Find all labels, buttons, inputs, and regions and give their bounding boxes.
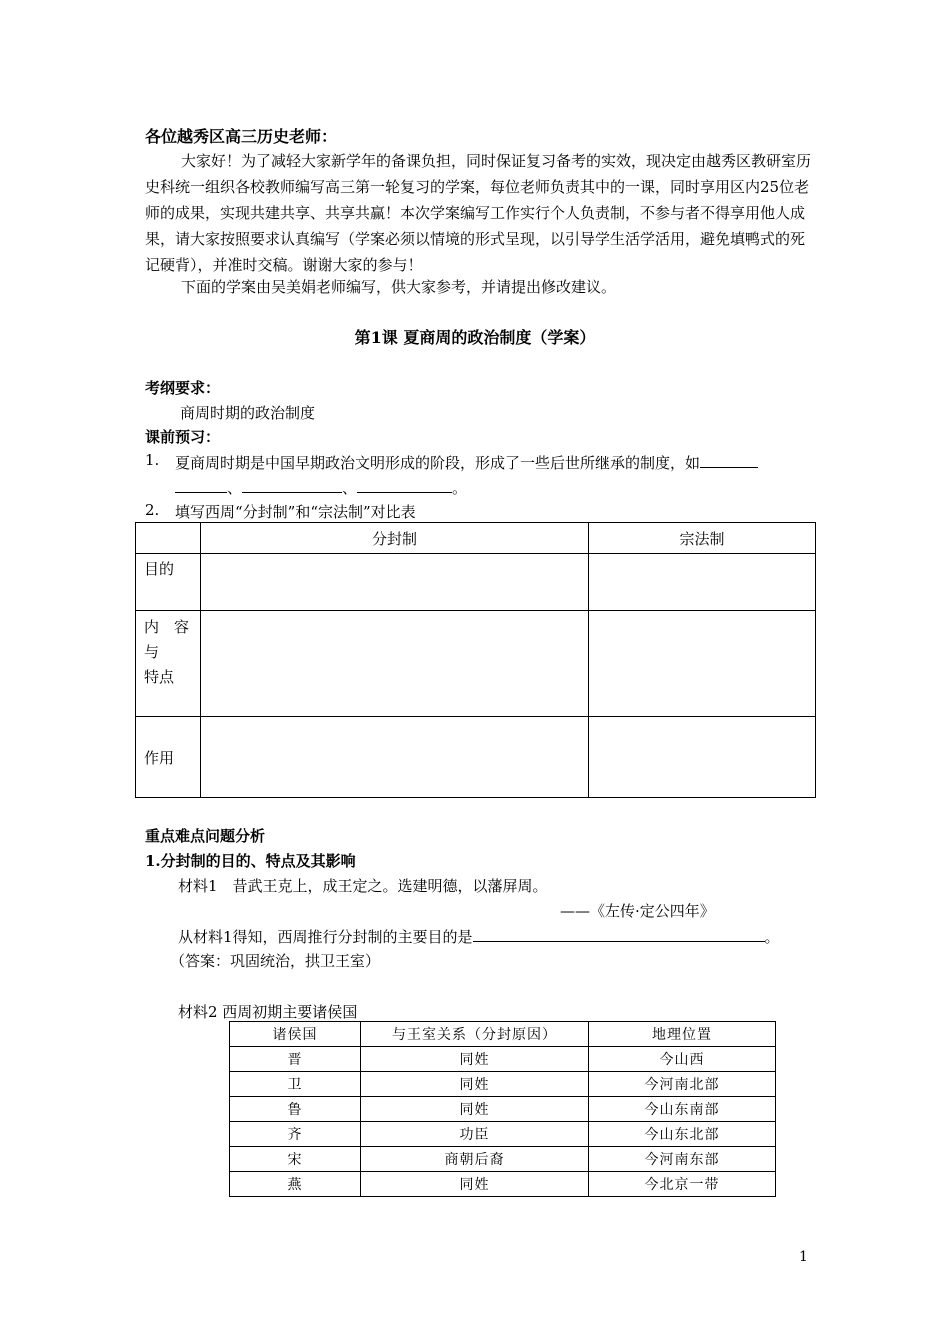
notice-paragraph-2: 下面的学案由吴美娟老师编写，供大家参考，并请提出修改建议。 bbox=[181, 278, 617, 296]
question-1-number: 1. bbox=[145, 451, 160, 469]
vassal-state: 燕 bbox=[230, 1172, 361, 1197]
answer-blank-5[interactable] bbox=[473, 925, 765, 942]
answer-blank-3[interactable] bbox=[242, 476, 342, 493]
cell-purpose-zongfa[interactable] bbox=[589, 554, 816, 611]
period: 。 bbox=[764, 928, 780, 946]
cell-content-zongfa[interactable] bbox=[589, 611, 816, 717]
vassal-state: 宋 bbox=[230, 1147, 361, 1172]
material-2-label: 材料2 西周初期主要诸侯国 bbox=[178, 1003, 358, 1021]
material-1-question bbox=[178, 925, 780, 947]
table-row-effect bbox=[136, 717, 816, 798]
material-1-source: ——《左传·定公四年》 bbox=[560, 902, 715, 920]
vassal-state: 晋 bbox=[230, 1047, 361, 1072]
material-1-prompt: 从材料1得知，西周推行分封制的主要目的是 bbox=[178, 928, 473, 946]
row-label-content-line2: 与 bbox=[144, 643, 160, 661]
vassal-relation: 商朝后裔 bbox=[361, 1147, 589, 1172]
vassal-relation: 同姓 bbox=[361, 1097, 589, 1122]
row-label-content bbox=[136, 611, 201, 717]
outline-label: 考纲要求： bbox=[145, 379, 221, 397]
question-1-text bbox=[175, 451, 758, 473]
analysis-subheading-1: 1.分封制的目的、特点及其影响 bbox=[145, 852, 356, 870]
vassal-location: 今河南东部 bbox=[589, 1147, 776, 1172]
table-row bbox=[230, 1147, 776, 1172]
row-label-effect: 作用 bbox=[136, 717, 201, 798]
vassal-state: 卫 bbox=[230, 1072, 361, 1097]
header-zongfa: 宗法制 bbox=[589, 523, 816, 554]
row-label-purpose: 目的 bbox=[136, 554, 201, 611]
preview-label: 课前预习： bbox=[145, 428, 221, 446]
question-1-blanks bbox=[175, 476, 467, 498]
row-label-content-line3: 特点 bbox=[144, 668, 175, 686]
answer-blank-2[interactable] bbox=[175, 476, 227, 493]
vassal-relation: 同姓 bbox=[361, 1172, 589, 1197]
vassal-header-relation: 与王室关系（分封原因） bbox=[361, 1022, 589, 1047]
vassal-state: 鲁 bbox=[230, 1097, 361, 1122]
vassal-location: 今山西 bbox=[589, 1047, 776, 1072]
cell-effect-fenfeng[interactable] bbox=[201, 717, 589, 798]
table-row-purpose bbox=[136, 554, 816, 611]
table-row bbox=[230, 1047, 776, 1072]
vassal-location: 今河南北部 bbox=[589, 1072, 776, 1097]
comparison-table bbox=[135, 522, 816, 798]
vassal-relation: 同姓 bbox=[361, 1047, 589, 1072]
row-label-content-line1: 内 容 bbox=[144, 618, 190, 636]
table-header-row bbox=[136, 523, 816, 554]
vassal-table bbox=[229, 1021, 776, 1197]
vassal-location: 今山东南部 bbox=[589, 1097, 776, 1122]
material-1-answer: （答案：巩固统治，拱卫王室） bbox=[170, 952, 381, 970]
table-row bbox=[230, 1122, 776, 1147]
answer-blank-1[interactable] bbox=[700, 451, 758, 468]
vassal-header-state: 诸侯国 bbox=[230, 1022, 361, 1047]
notice-heading: 各位越秀区高三历史老师： bbox=[145, 127, 338, 146]
cell-purpose-fenfeng[interactable] bbox=[201, 554, 589, 611]
vassal-location: 今山东北部 bbox=[589, 1122, 776, 1147]
period: 。 bbox=[452, 479, 468, 497]
answer-blank-4[interactable] bbox=[357, 476, 452, 493]
header-fenfeng: 分封制 bbox=[201, 523, 589, 554]
table-row bbox=[230, 1072, 776, 1097]
table-row-content bbox=[136, 611, 816, 717]
material-1-text: 材料1 昔武王克上，成王定之。选建明德，以藩屏周。 bbox=[178, 877, 548, 895]
vassal-header-row bbox=[230, 1022, 776, 1047]
table-row bbox=[230, 1097, 776, 1122]
analysis-heading: 重点难点问题分析 bbox=[145, 827, 266, 845]
table-row bbox=[230, 1172, 776, 1197]
cell-effect-zongfa[interactable] bbox=[589, 717, 816, 798]
page-number: 1 bbox=[799, 1249, 808, 1265]
notice-paragraph-1: 大家好！为了减轻大家新学年的备课负担，同时保证复习备考的实效，现决定由越秀区教研室历史科统一组织各校教师编写高三第一轮复习的学案，每位老师负责其中的一课，同时享用区内25位老师的成果，实现共建共享、共享共赢！本次学案编写工作实行个人负责制，不参与者不得享用他人成果，请大家按照要求认真编写（学案必须以情境的形式呈现，以引导学生活学活用，避免填鸭式的死记硬背），并准时交稿。谢谢大家的参与！ bbox=[145, 152, 812, 274]
vassal-location: 今北京一带 bbox=[589, 1172, 776, 1197]
separator: 、 bbox=[227, 479, 243, 497]
vassal-header-location: 地理位置 bbox=[589, 1022, 776, 1047]
cell-content-fenfeng[interactable] bbox=[201, 611, 589, 717]
question-2-text: 填写西周“分封制”和“宗法制”对比表 bbox=[175, 503, 416, 521]
vassal-relation: 同姓 bbox=[361, 1072, 589, 1097]
vassal-relation: 功臣 bbox=[361, 1122, 589, 1147]
vassal-state: 齐 bbox=[230, 1122, 361, 1147]
lesson-title: 第1课 夏商周的政治制度（学案） bbox=[354, 328, 596, 347]
table-corner-cell bbox=[136, 523, 201, 554]
question-2-number: 2. bbox=[145, 501, 160, 519]
outline-item: 商周时期的政治制度 bbox=[180, 404, 316, 422]
separator: 、 bbox=[342, 479, 358, 497]
question-1-prompt: 夏商周时期是中国早期政治文明形成的阶段，形成了一些后世所继承的制度，如 bbox=[175, 454, 701, 472]
